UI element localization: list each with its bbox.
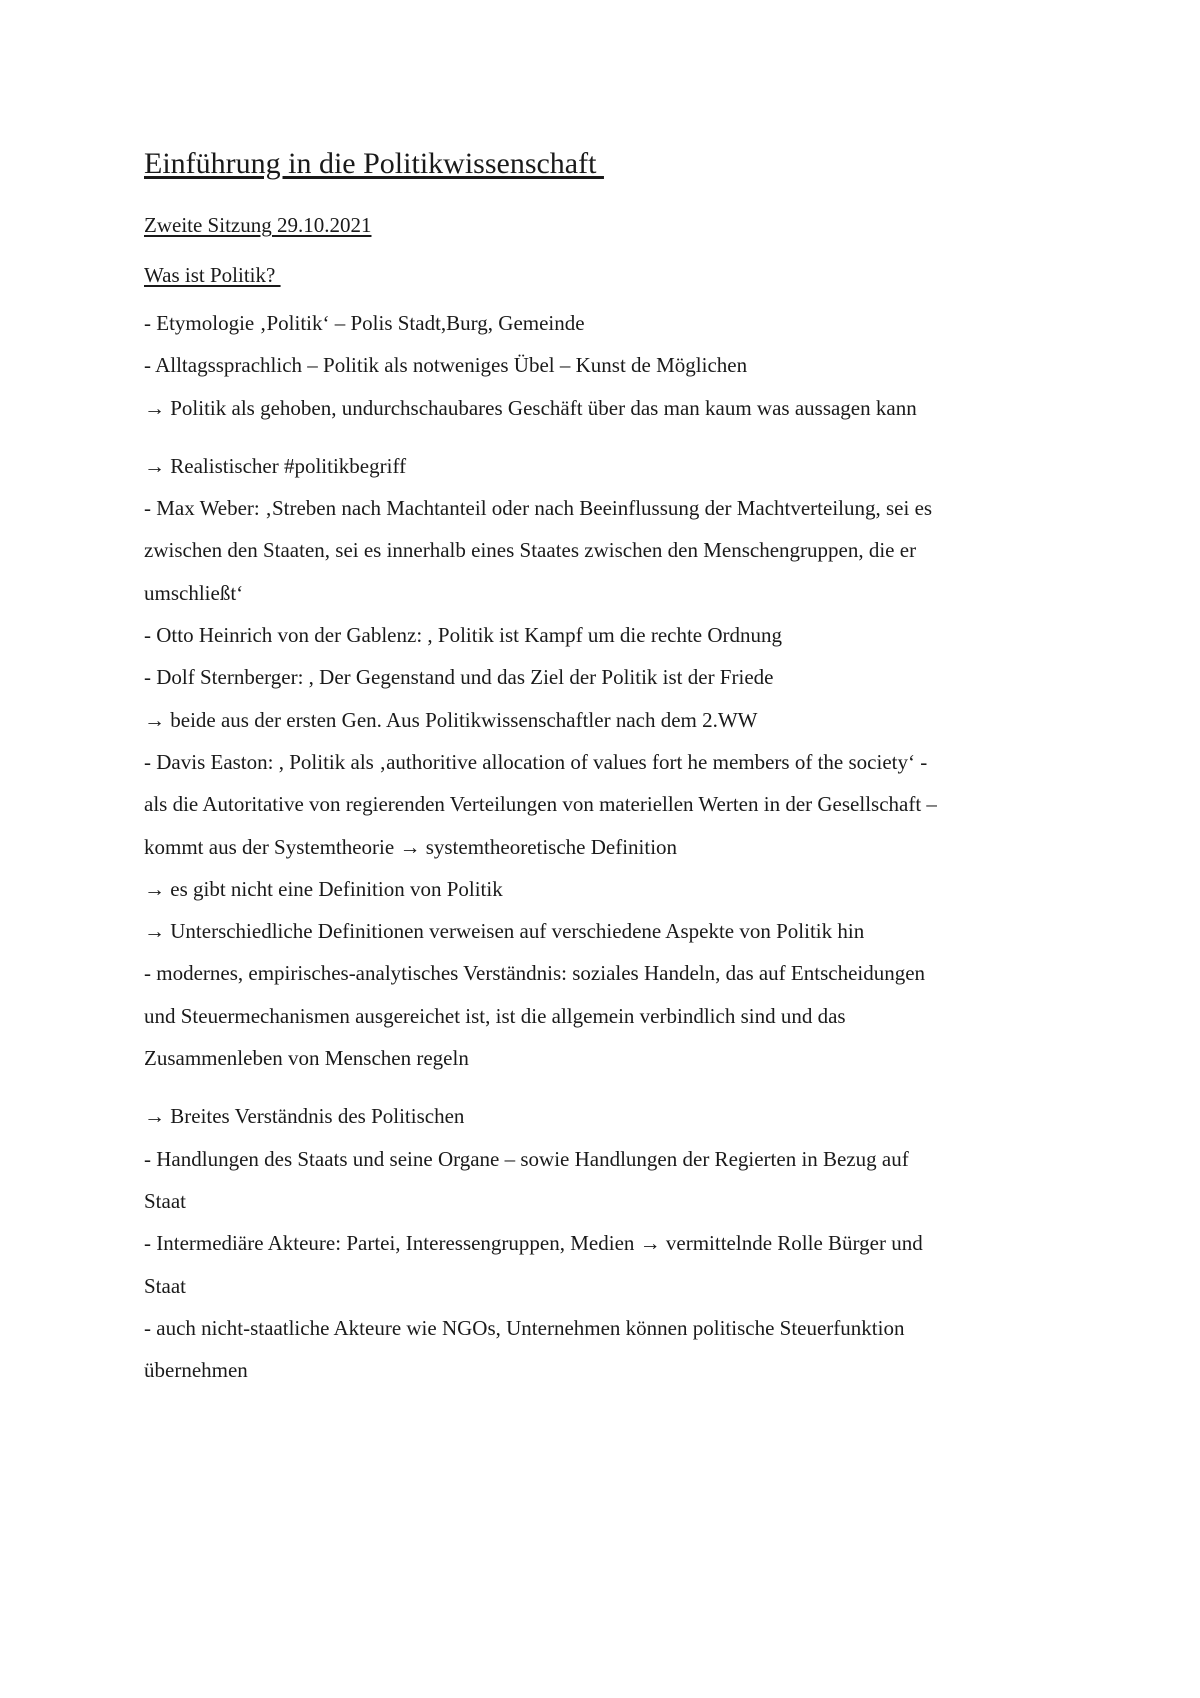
notes-body <box>144 302 1064 1391</box>
note-line: - Otto Heinrich von der Gablenz: , Politik ist Kampf um die rechte Ordnung <box>144 623 783 648</box>
note-line: - modernes, empirisches-analytisches Verständnis: soziales Handeln, das auf Entscheidungen <box>144 961 926 986</box>
note-line: - Intermediäre Akteure: Partei, Interessengruppen, Medien → vermittelnde Rolle Bürger und <box>144 1231 923 1256</box>
note-line: → Unterschiedliche Definitionen verweisen auf verschiedene Aspekte von Politik hin <box>144 919 865 944</box>
note-line: → Politik als gehoben, undurchschaubares Geschäft über das man kaum was aussagen kann <box>144 395 917 420</box>
note-line: kommt aus der Systemtheorie → systemtheoretische Definition <box>144 834 678 859</box>
document-title: Einführung in die Politikwissenschaft <box>144 147 604 180</box>
document-body <box>144 144 1064 1391</box>
note-line: und Steuermechanismen ausgereichet ist, ist die allgemein verbindlich sind und das <box>144 1003 846 1028</box>
note-line: → beide aus der ersten Gen. Aus Politikwissenschaftler nach dem 2.WW <box>144 707 758 732</box>
note-line: - Dolf Sternberger: , Der Gegenstand und das Ziel der Politik ist der Friede <box>144 665 774 690</box>
note-line: als die Autoritative von regierenden Verteilungen von materiellen Werten in der Gesellschaft – <box>144 792 937 817</box>
note-line: - auch nicht-staatliche Akteure wie NGOs, Unternehmen können politische Steuerfunktion <box>144 1315 905 1340</box>
note-line: - Max Weber: ‚Streben nach Machtanteil oder nach Beeinflussung der Machtverteilung, sei es <box>144 496 933 521</box>
note-line: - Davis Easton: , Politik als ‚authoritive allocation of values fort he members of the society‘ - <box>144 749 928 774</box>
note-line: Staat <box>144 1188 186 1213</box>
note-paragraph <box>144 302 1064 429</box>
session-date-heading: Zweite Sitzung 29.10.2021 <box>144 213 372 237</box>
note-line: → Realistischer #politikbegriff <box>144 453 407 478</box>
note-line: - Etymologie ‚Politik‘ – Polis Stadt,Burg, Gemeinde <box>144 311 585 335</box>
note-line: umschließt‘ <box>144 580 244 605</box>
note-line: Zusammenleben von Menschen regeln <box>144 1046 469 1071</box>
note-paragraph <box>144 445 1064 1079</box>
note-line: → es gibt nicht eine Definition von Politik <box>144 876 503 901</box>
note-line: zwischen den Staaten, sei es innerhalb eines Staates zwischen den Menschengruppen, die er <box>144 538 917 563</box>
note-line: → Breites Verständnis des Politischen <box>144 1104 465 1129</box>
note-line: - Alltagssprachlich – Politik als notweniges Übel – Kunst de Möglichen <box>144 353 748 378</box>
note-paragraph <box>144 1095 1064 1391</box>
note-line: Staat <box>144 1273 186 1298</box>
note-line: übernehmen <box>144 1358 248 1383</box>
note-line: - Handlungen des Staats und seine Organe – sowie Handlungen der Regierten in Bezug auf <box>144 1146 909 1171</box>
section-heading: Was ist Politik? <box>144 263 281 287</box>
